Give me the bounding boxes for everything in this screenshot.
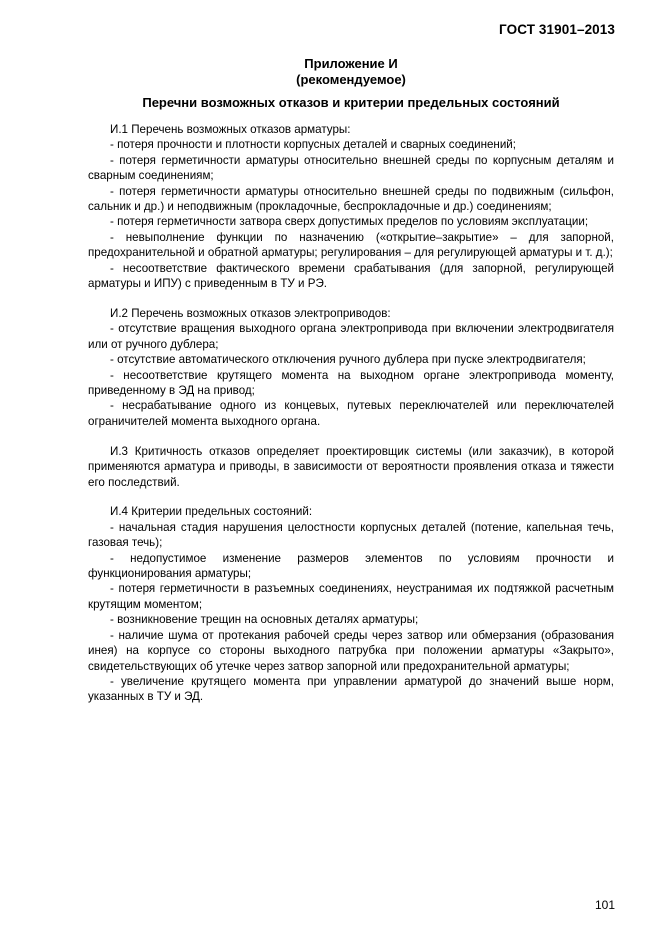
appendix-subtitle: (рекомендуемое): [296, 72, 406, 87]
list-item: - потеря герметичности арматуры относительно внешней среды по корпусным деталям и сварным соединениям;: [88, 153, 614, 183]
section-paragraph: И.3 Критичность отказов определяет проектировщик системы (или заказчик), в которой применяются арматура и приводы, в зависимости от вероятности проявления отказа и тяжести его последствий.: [88, 444, 614, 489]
list-item: - отсутствие автоматического отключения ручного дублера при пуске электродвигателя;: [110, 353, 586, 367]
list-item: - несоответствие фактического времени срабатывания (для запорной, регулирующей арматуры и ИПУ) с приведенным в ТУ и РЭ.: [88, 261, 614, 291]
list-item: - потеря герметичности затвора сверх допустимых пределов по условиям эксплуатации;: [110, 215, 589, 229]
page-number: 101: [594, 898, 615, 912]
section-heading: И.4 Критерии предельных состояний:: [110, 505, 313, 519]
standard-code-header: ГОСТ 31901–2013: [499, 22, 615, 37]
list-item: - невыполнение функции по назначению («открытие–закрытие» – для запорной, предохранительной и обратной арматуры; регулирования – для регулирующей арматуры и т. д.);: [88, 230, 614, 260]
list-item: - недопустимое изменение размеров элементов по условиям прочности и функционирования арматуры;: [88, 551, 614, 581]
list-item: - потеря прочности и плотности корпусных деталей и сварных соединений;: [110, 138, 517, 152]
document-body: [88, 122, 614, 719]
appendix-title: Приложение И: [304, 56, 398, 71]
section-heading: И.2 Перечень возможных отказов электроприводов:: [110, 306, 391, 320]
list-item: - начальная стадия нарушения целостности корпусных деталей (потение, капельная течь, газовая течь);: [88, 520, 614, 550]
list-item: - возникновение трещин на основных деталях арматуры;: [110, 613, 419, 627]
section-i1: [88, 122, 614, 291]
section-i4: [88, 504, 614, 704]
list-item: - наличие шума от протекания рабочей среды через затвор или обмерзания (образования инея) на корпусе со стороны выходного патрубка при положении арматуры «Закрыто», свидетельствующих об утечке через затвор запорной или предохранительной арматуры;: [88, 628, 614, 673]
section-i3: [88, 444, 614, 490]
list-item: - несоответствие крутящего момента на выходном органе электропривода моменту, приведенному в ЭД на привод;: [88, 368, 614, 397]
list-item: - потеря герметичности арматуры относительно внешней среды по подвижным (сильфон, сальник и др.) и неподвижным (прокладочные, беспрокладочные и др.) соединениям;: [88, 184, 614, 214]
appendix-title-block: [88, 56, 614, 88]
list-item: - несрабатывание одного из концевых, путевых переключателей или переключателей ограничителей момента выходного органа.: [88, 399, 614, 428]
list-item: - увеличение крутящего момента при управлении арматурой до значений выше норм, указанных в ТУ и ЭД.: [88, 674, 614, 704]
section-heading: И.1 Перечень возможных отказов арматуры:: [110, 123, 351, 136]
list-item: - потеря герметичности в разъемных соединениях, неустранимая их подтяжкой расчетным крутящим моментом;: [88, 582, 614, 611]
section-i2: [88, 306, 614, 429]
document-title: Перечни возможных отказов и критерии предельных состояний: [142, 95, 560, 110]
list-item: - отсутствие вращения выходного органа электропривода при включении электродвигателя или от ручного дублера;: [88, 322, 614, 351]
